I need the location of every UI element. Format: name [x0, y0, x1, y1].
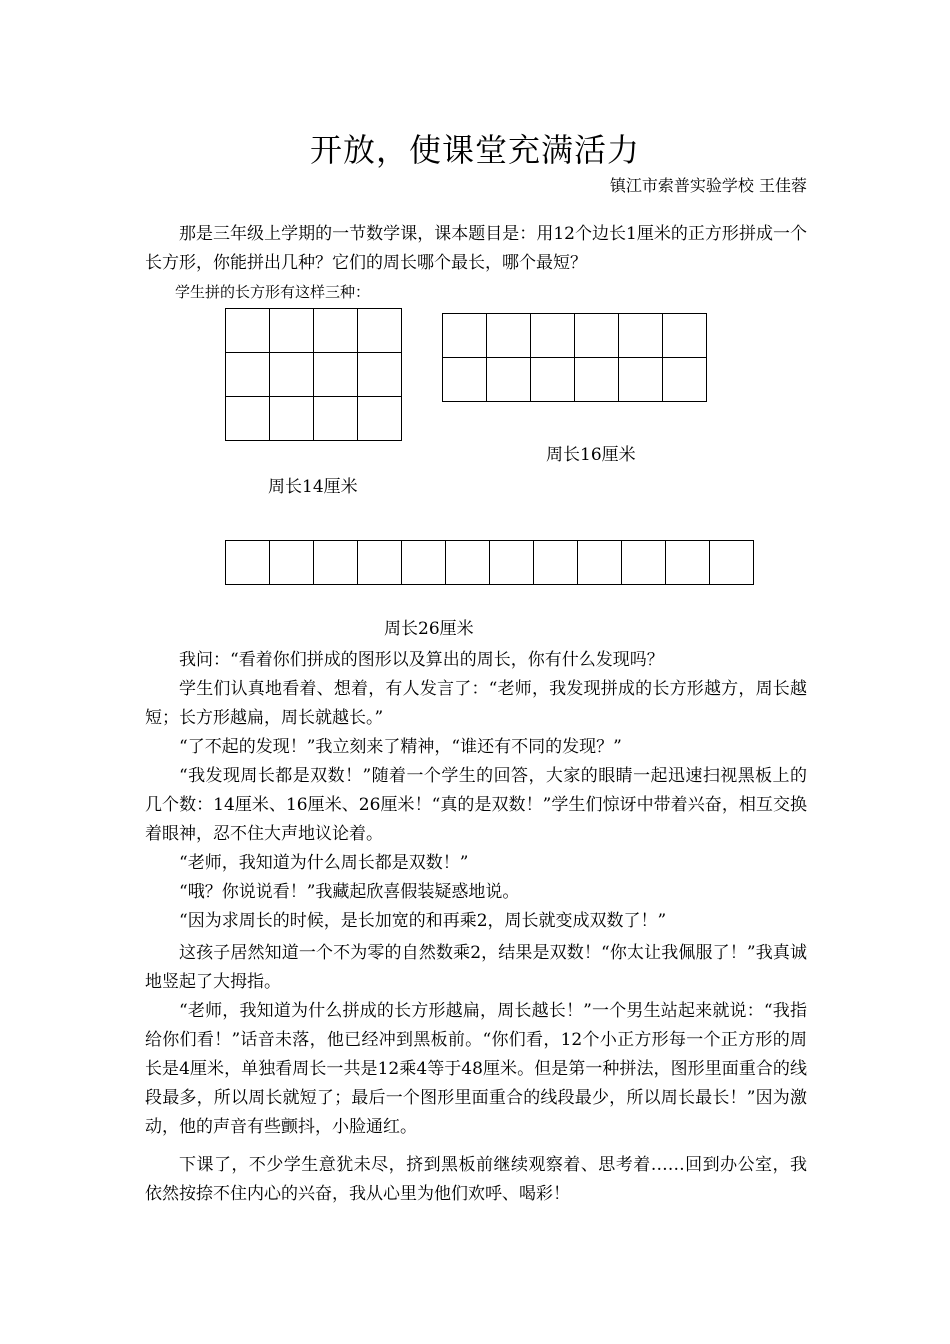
rectangle-3x4-figure	[225, 308, 402, 441]
rectangle-2x6-figure	[442, 313, 707, 402]
unit-square	[531, 358, 575, 402]
unit-square	[534, 541, 578, 585]
unit-square	[358, 397, 402, 441]
unit-square	[270, 397, 314, 441]
unit-square	[663, 358, 707, 402]
unit-square	[490, 541, 534, 585]
unit-square	[270, 353, 314, 397]
paragraph-3: “了不起的发现！”我立刻来了精神，“谁还有不同的发现？”	[179, 737, 622, 757]
unit-square	[314, 397, 358, 441]
paragraph-5: “老师，我知道为什么周长都是双数！”	[179, 853, 469, 873]
grid-row	[226, 309, 402, 353]
grid-row	[226, 397, 402, 441]
paragraph-8: 这孩子居然知道一个不为零的自然数乘2，结果是双数！“你太让我佩服了！”我真诚地竖起了大拇指。	[145, 943, 807, 992]
caption-1x12: 周长26厘米	[384, 619, 474, 639]
unit-square	[578, 541, 622, 585]
unit-square	[226, 353, 270, 397]
unit-square	[531, 314, 575, 358]
author-line: 镇江市索普实验学校 王佳蓉	[609, 176, 807, 195]
unit-square	[446, 541, 490, 585]
unit-square	[663, 314, 707, 358]
grid-row	[226, 353, 402, 397]
unit-square	[226, 541, 270, 585]
rectangle-1x12-figure	[225, 540, 754, 585]
intro-paragraph: 那是三年级上学期的一节数学课，课本题目是：用12个边长1厘米的正方形拼成一个长方形，你能拼出几种？它们的周长哪个最长，哪个最短？	[145, 224, 807, 273]
unit-square	[443, 358, 487, 402]
paragraph-10: 下课了，不少学生意犹未尽，挤到黑板前继续观察着、思考着……回到办公室，我依然按捺不住内心的兴奋，我从心里为他们欢呼、喝彩！	[145, 1155, 807, 1204]
unit-square	[314, 309, 358, 353]
unit-square	[226, 309, 270, 353]
unit-square	[314, 353, 358, 397]
unit-square	[270, 541, 314, 585]
caption-2x6: 周长16厘米	[546, 445, 636, 465]
paragraph-4: “我发现周长都是双数！”随着一个学生的回答，大家的眼睛一起迅速扫视黑板上的几个数：14厘米、16厘米、26厘米！“真的是双数！”学生们惊讶中带着兴奋，相互交换着眼神，忍不住大声地议论着。	[145, 766, 807, 844]
grid-row	[443, 314, 707, 358]
unit-square	[402, 541, 446, 585]
unit-square	[270, 309, 314, 353]
unit-square	[622, 541, 666, 585]
unit-square	[358, 309, 402, 353]
paragraph-6: “哦？你说说看！”我藏起欣喜假装疑惑地说。	[179, 882, 520, 902]
unit-square	[575, 314, 619, 358]
unit-square	[358, 541, 402, 585]
unit-square	[358, 353, 402, 397]
paragraph-2: 学生们认真地看着、想着，有人发言了：“老师，我发现拼成的长方形越方，周长越短；长方形越扁，周长就越长。”	[145, 679, 807, 728]
grid-row	[226, 541, 754, 585]
unit-square	[666, 541, 710, 585]
paragraph-7: “因为求周长的时候，是长加宽的和再乘2，周长就变成双数了！”	[179, 911, 667, 931]
figure-intro: 学生拼的长方形有这样三种：	[175, 283, 371, 301]
paragraph-1: 我问：“看着你们拼成的图形以及算出的周长，你有什么发现吗？	[179, 650, 664, 670]
grid-row	[443, 358, 707, 402]
caption-3x4: 周长14厘米	[268, 477, 358, 497]
unit-square	[487, 358, 531, 402]
unit-square	[226, 397, 270, 441]
unit-square	[487, 314, 531, 358]
unit-square	[443, 314, 487, 358]
unit-square	[619, 358, 663, 402]
unit-square	[575, 358, 619, 402]
page-title: 开放，使课堂充满活力	[309, 131, 640, 169]
unit-square	[619, 314, 663, 358]
unit-square	[314, 541, 358, 585]
unit-square	[710, 541, 754, 585]
paragraph-9: “老师，我知道为什么拼成的长方形越扁，周长越长！”一个男生站起来就说：“我指给你们看！”话音未落，他已经冲到黑板前。“你们看，12个小正方形每一个正方形的周长是4厘米，单独看周长一共是12乘4等于48厘米。但是第一种拼法，图形里面重合的线段最多，所以周长就短了；最后一个图形里面重合的线段最少，所以周长最长！”因为激动，他的声音有些颤抖，小脸通红。	[145, 1001, 807, 1137]
